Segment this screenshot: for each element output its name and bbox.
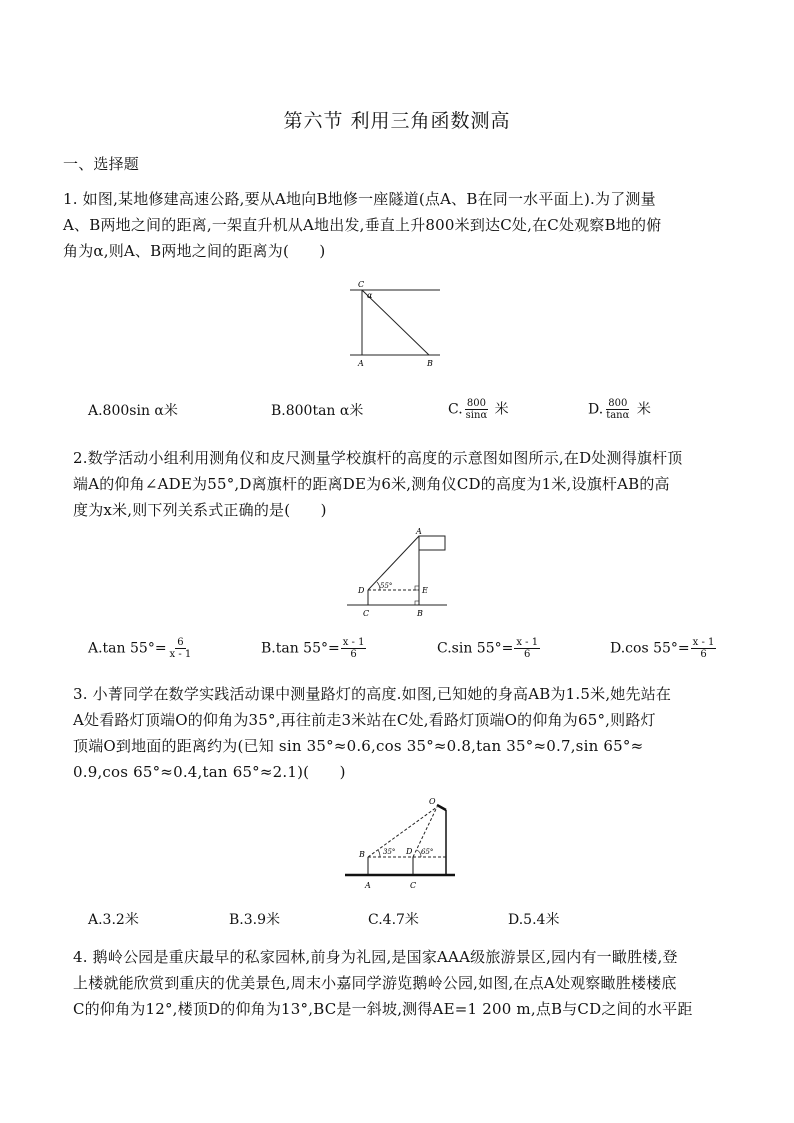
question-2-line-1: 2.数学活动小组利用测角仪和皮尺测量学校旗杆的高度的示意图如图所示,在D处测得旗杆顶	[73, 449, 683, 467]
figure2-label-a: A	[416, 527, 422, 536]
figure2-label-b: B	[417, 609, 423, 618]
question-3-line-1: 3. 小菁同学在数学实践活动课中测量路灯的高度.如图,已知她的身高AB为1.5米,她先站在	[73, 685, 672, 703]
q1-option-b[interactable]: B.800tan α米	[271, 403, 364, 419]
q3-option-a[interactable]: A.3.2米	[88, 912, 139, 928]
q2-option-c-fraction	[514, 637, 540, 660]
figure1-label-c: C	[358, 280, 365, 289]
q2-option-c-denominator: 6	[524, 649, 531, 660]
q2-option-c[interactable]	[437, 637, 541, 660]
section-heading: 一、选择题	[63, 155, 140, 173]
figure2-label-e: E	[422, 586, 428, 595]
q2-option-b[interactable]	[261, 637, 367, 660]
question-2-line-3: 度为x米,则下列关系式正确的是( )	[73, 501, 327, 519]
figure1-label-a: A	[358, 359, 364, 368]
figure3-angle-35: 35°	[383, 848, 396, 856]
figure1-label-b: B	[427, 359, 433, 368]
q1-option-a[interactable]: A.800sin α米	[88, 403, 178, 419]
question-3-line-4: 0.9,cos 65°≈0.4,tan 65°≈2.1)( )	[73, 763, 346, 781]
figure3-label-d: D	[406, 847, 413, 856]
q2-option-d[interactable]	[610, 637, 717, 660]
q2-option-a-numerator: 6	[177, 637, 184, 648]
q2-option-a-denominator: x - 1	[169, 649, 192, 660]
figure2-angle-label: 55°	[380, 582, 393, 590]
q2-option-c-numerator: x - 1	[516, 637, 539, 648]
q3-option-c[interactable]: C.4.7米	[368, 912, 419, 928]
question-3-line-3: 顶端O到地面的距离约为(已知 sin 35°≈0.6,cos 35°≈0.8,tan 35°≈0.7,sin 65°≈	[73, 737, 644, 755]
question-1-figure	[345, 280, 445, 370]
q2-option-b-denominator: 6	[350, 649, 357, 660]
q2-option-a[interactable]	[88, 637, 194, 660]
q2-option-d-numerator: x - 1	[692, 637, 715, 648]
question-1-line-3: 角为α,则A、B两地之间的距离为( )	[63, 242, 326, 260]
figure3-label-a: A	[365, 881, 371, 890]
q1-option-d-fraction	[604, 398, 631, 421]
question-3-line-2: A处看路灯顶端O的仰角为35°,再往前走3米站在C处,看路灯顶端O的仰角为65°,则路灯	[73, 711, 656, 729]
figure3-label-o: O	[429, 797, 436, 806]
q2-option-c-prefix: C.sin 55°=	[437, 640, 514, 657]
q2-option-a-prefix: A.tan 55°=	[88, 640, 167, 657]
q1-option-c-denominator: sinα	[465, 410, 488, 421]
question-2-figure	[342, 526, 452, 621]
question-1-line-2: A、B两地之间的距离,一架直升机从A地出发,垂直上升800米到达C处,在C处观察B地的俯	[63, 216, 662, 234]
question-4-line-3: C的仰角为12°,楼顶D的仰角为13°,BC是一斜坡,测得AE=1 200 m,点B与CD之间的水平距	[73, 1000, 693, 1018]
q1-option-d-numerator: 800	[608, 398, 628, 409]
question-2-line-2: 端A的仰角∠ADE为55°,D离旗杆的距离DE为6米,测角仪CD的高度为1米,设旗杆AB的高	[73, 475, 670, 493]
question-1-line-1: 1. 如图,某地修建高速公路,要从A地向B地修一座隧道(点A、B在同一水平面上).为了测量	[63, 190, 656, 208]
q1-option-d[interactable]	[588, 398, 651, 421]
figure3-angle-65: 65°	[421, 848, 434, 856]
q2-option-d-prefix: D.cos 55°=	[610, 640, 690, 657]
q1-option-c-prefix: C.	[448, 401, 463, 418]
q2-option-b-numerator: x - 1	[342, 637, 365, 648]
q2-option-b-prefix: B.tan 55°=	[261, 640, 340, 657]
q3-option-d[interactable]: D.5.4米	[508, 912, 560, 928]
question-4-line-1: 4. 鹅岭公园是重庆最早的私家园林,前身为礼园,是国家AAA级旅游景区,园内有一瞰胜楼,登	[73, 948, 678, 966]
question-4-line-2: 上楼就能欣赏到重庆的优美景色,周末小嘉同学游览鹅岭公园,如图,在点A处观察瞰胜楼楼底	[73, 974, 677, 992]
q1-option-d-unit: 米	[636, 401, 651, 418]
q3-option-b[interactable]: B.3.9米	[229, 912, 281, 928]
q1-option-c-fraction	[464, 398, 490, 421]
q1-option-c-unit: 米	[494, 401, 509, 418]
q1-option-c-numerator: 800	[466, 398, 486, 409]
q1-option-d-denominator: tanα	[606, 410, 630, 421]
figure3-label-c: C	[410, 881, 417, 890]
q2-option-d-fraction	[691, 637, 717, 660]
q1-option-c[interactable]	[448, 398, 509, 421]
figure2-label-c: C	[363, 609, 370, 618]
q2-option-a-fraction	[168, 637, 194, 660]
figure2-label-d: D	[358, 586, 365, 595]
q2-option-b-fraction	[341, 637, 367, 660]
question-3-figure	[340, 795, 460, 895]
q1-option-d-prefix: D.	[588, 401, 604, 418]
page-title: 第六节 利用三角函数测高	[283, 110, 511, 132]
figure1-label-alpha: α	[367, 291, 373, 300]
figure3-label-b: B	[359, 850, 365, 859]
q2-option-d-denominator: 6	[700, 649, 707, 660]
